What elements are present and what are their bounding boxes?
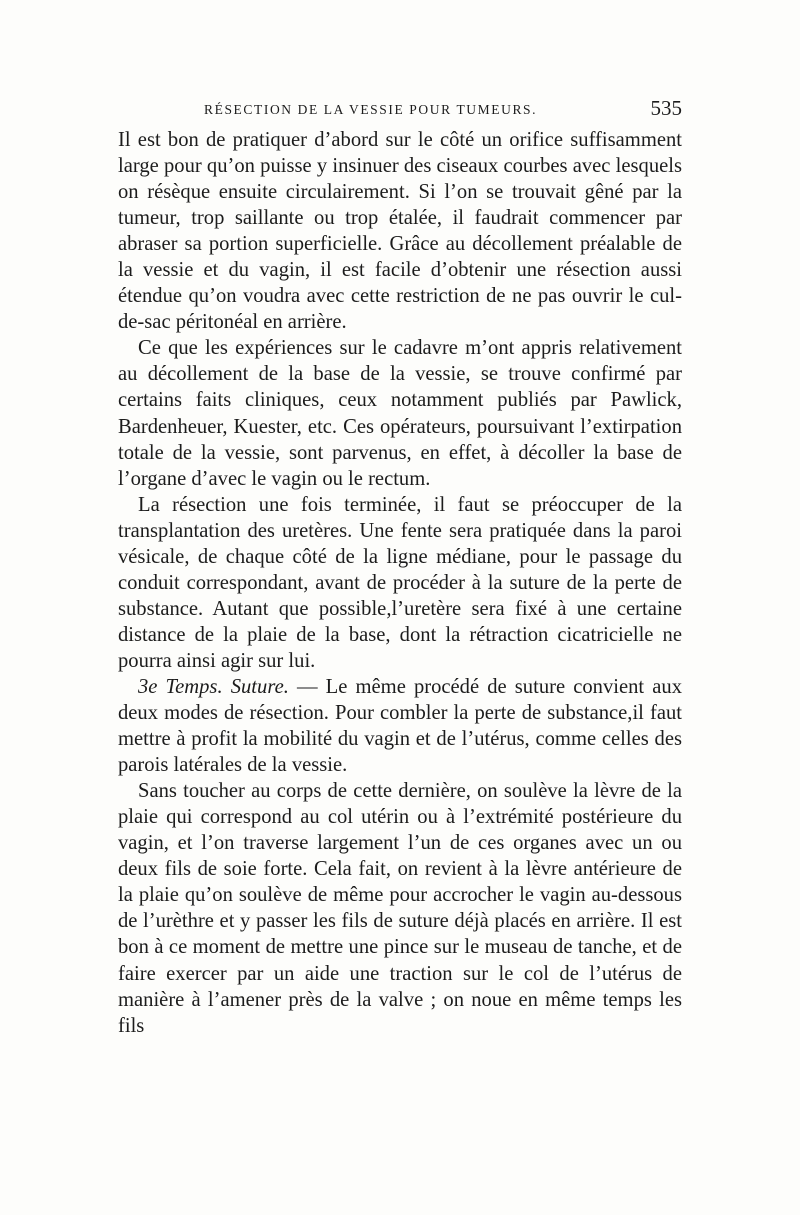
paragraph-2: Ce que les expériences sur le cadavre m’ont appris relativement au décollement de la base de la vessie, se trouve confirmé par certains faits cliniques, ceux notamment publiés par Pawlick, Bardenheuer, Kuester, etc. Ces opérateurs, poursuivant l’extirpation totale de la vessie, sont parvenus, en effet, à décoller la base de l’organe d’avec le vagin ou le rectum. bbox=[118, 337, 682, 490]
paragraph-3: La résection une fois terminée, il faut se préoccuper de la transplantation des uretères. Une fente sera pratiquée dans la paroi vésicale, de chaque côté de la ligne médiane, pour le passage du conduit correspondant, avant de procéder à la suture de la perte de substance. Autant que possible,l’uretère sera fixé à une certaine distance de la plaie de la base, dont la rétraction cicatricielle ne pourra ainsi agir sur lui. bbox=[118, 493, 682, 672]
paragraph-4 bbox=[118, 674, 682, 778]
paragraph-4-text: — Le même procédé de suture convient aux deux modes de résection. Pour combler la perte de substance,il faut mettre à profit la mobilité du vagin et de l’utérus, comme celles des parois latérales de la vessie. bbox=[118, 675, 682, 777]
page-number: 535 bbox=[650, 96, 682, 120]
running-title: RÉSECTION DE LA VESSIE POUR TUMEURS. bbox=[204, 102, 538, 117]
section-label: 3e Temps. Suture. bbox=[138, 675, 289, 698]
paragraph-5: Sans toucher au corps de cette dernière, on soulève la lèvre de la plaie qui correspond au col utérin ou à l’extrémité postérieure du vagin, et l’on traverse largement l’un de ces organes avec un ou deux fils de soie forte. Cela fait, on revient à la lèvre antérieure de la plaie qu’on soulève de même pour accrocher le vagin au-dessous de l’urèthre et y passer les fils de suture déjà placés en arrière. Il est bon à ce moment de mettre une pince sur le museau de tanche, et de faire exercer par un aide une traction sur le col de l’utérus de manière à l’amener près de la valve ; on noue en même temps les fils bbox=[118, 780, 682, 1037]
paragraph-1: Il est bon de pratiquer d’abord sur le côté un orifice suffisamment large pour qu’on puisse y insinuer des ciseaux courbes avec lesquels on résèque ensuite circulairement. Si l’on se trouvait gêné par la tumeur, trop saillante ou trop étalée, il faudrait commencer par abraser sa portion superficielle. Grâce au décollement préalable de la vessie et du vagin, il est facile d’obtenir une résection aussi étendue qu’on voudra avec cette restriction de ne pas ouvrir le cul-de-sac péritonéal en arrière. bbox=[118, 129, 682, 334]
body-text bbox=[118, 127, 682, 1039]
running-head bbox=[118, 96, 682, 120]
